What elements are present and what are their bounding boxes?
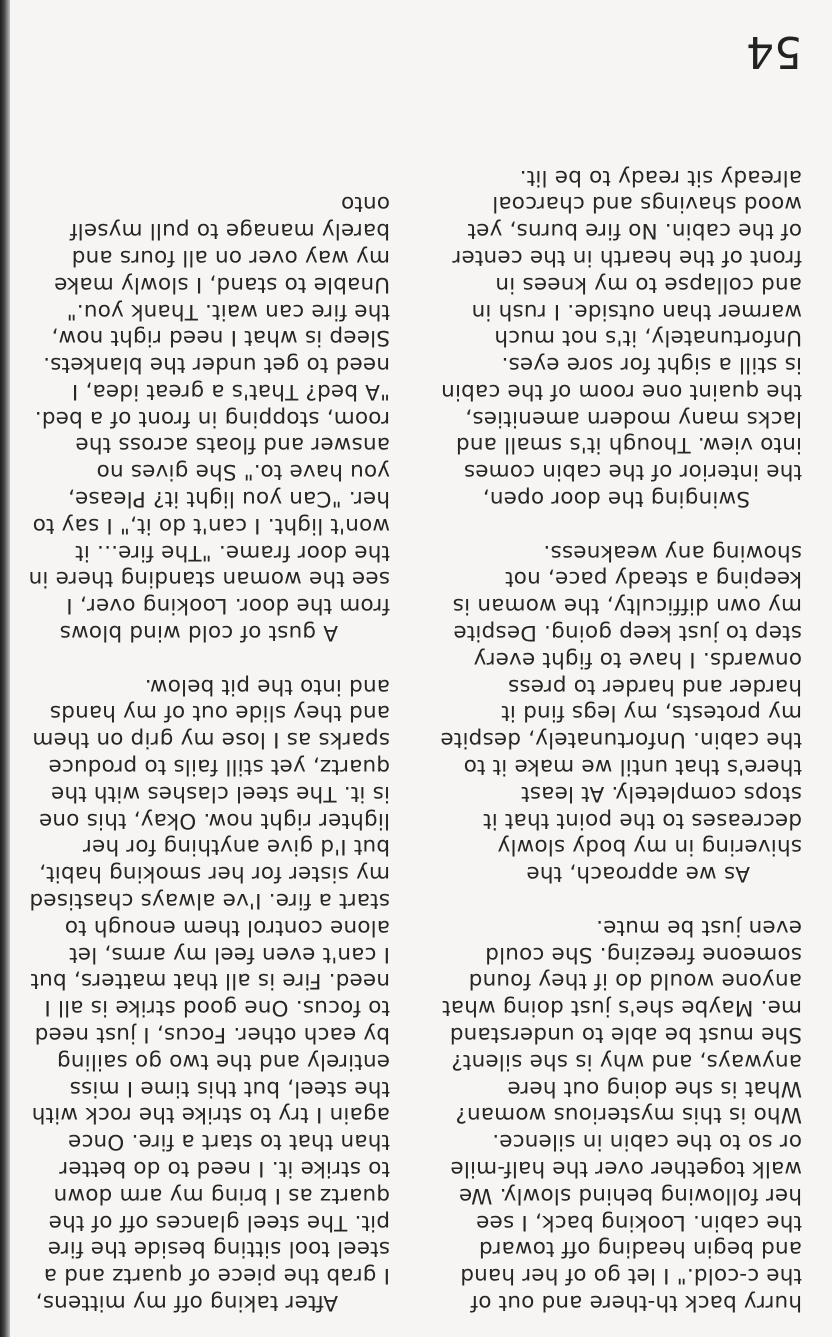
paragraph: As we approach, the shivering in my body slowly decreases to the point that it stops completely. At least there's that until we make it to the cabin. Unfortunately, despite my protests, my legs find it harder and harder to press onwards. I have to fight every step to just keep going. Despite my own difficulty, the woman is keeping a steady pace, not showing any weakness.: [440, 539, 802, 887]
right-column: [28, 190, 390, 1315]
paragraph: hurry back th-there and out of the c-cold." I let go of her hand and begin heading off toward the cabin. Looking back, I see her following behind slowly. We walk together over the half-mile or so to the cabin in silence. Who is this mysterious woman? What is she doing out here anyways, and why is she silent? She must be able to understand me. Maybe she's just doing what anyone would do if they found someone freezing. She could even just be mute.: [442, 914, 802, 1315]
paragraph: Swinging the door open, the interior of the cabin comes into view. Though it's small and lacks many modern amenities, the quaint one room of the cabin is still a sight for sore eyes. Unfortunately, it's not much warmer than outside. I rush in and collapse to my knees in front of the hearth in the center of the cabin. No fire burns, yet wood shavings and charcoal already sit ready to be lit.: [440, 164, 802, 512]
paragraph: After taking off my mittens, I grab the piece of quartz and a steel tool sitting beside the fire pit. The steel glances off of the quartz as I bring my arm down to strike it. I need to do better than that to start a fire. Once again I try to strike the rock with the steel, but this time I miss entirely and the two go sailing by each other. Focus, I just need to focus. One good strike is all I need. Fire is all that matters, but I can't even feel my arms, let alone control them enough to start a fire. I've always chastised my sister for her smoking habit, but I'd give anything for her lighter right now. Okay, this one is it. The steel clashes with the quartz, yet still fails to produce sparks as I lose my grip on them and they slide out of my hands and into the pit below.: [29, 673, 390, 1315]
paragraph: A gust of cold wind blows from the door. Looking over, I see the woman standing there in the door frame. "The fire... it won't light. I can't do it," I say to her. "Can you light it? Please, you have to." She gives no answer and floats across the room, stopping in front of a bed. "A bed? That's a great idea, I need to get under the blankets. Sleep is what I need right now, the fire can wait. Thank you." Unable to stand, I slowly make my way over on all fours and barely manage to pull myself onto: [28, 191, 390, 646]
left-column: [440, 163, 802, 1315]
page-number: 54: [746, 26, 802, 77]
book-binding-gutter: [0, 0, 10, 1337]
